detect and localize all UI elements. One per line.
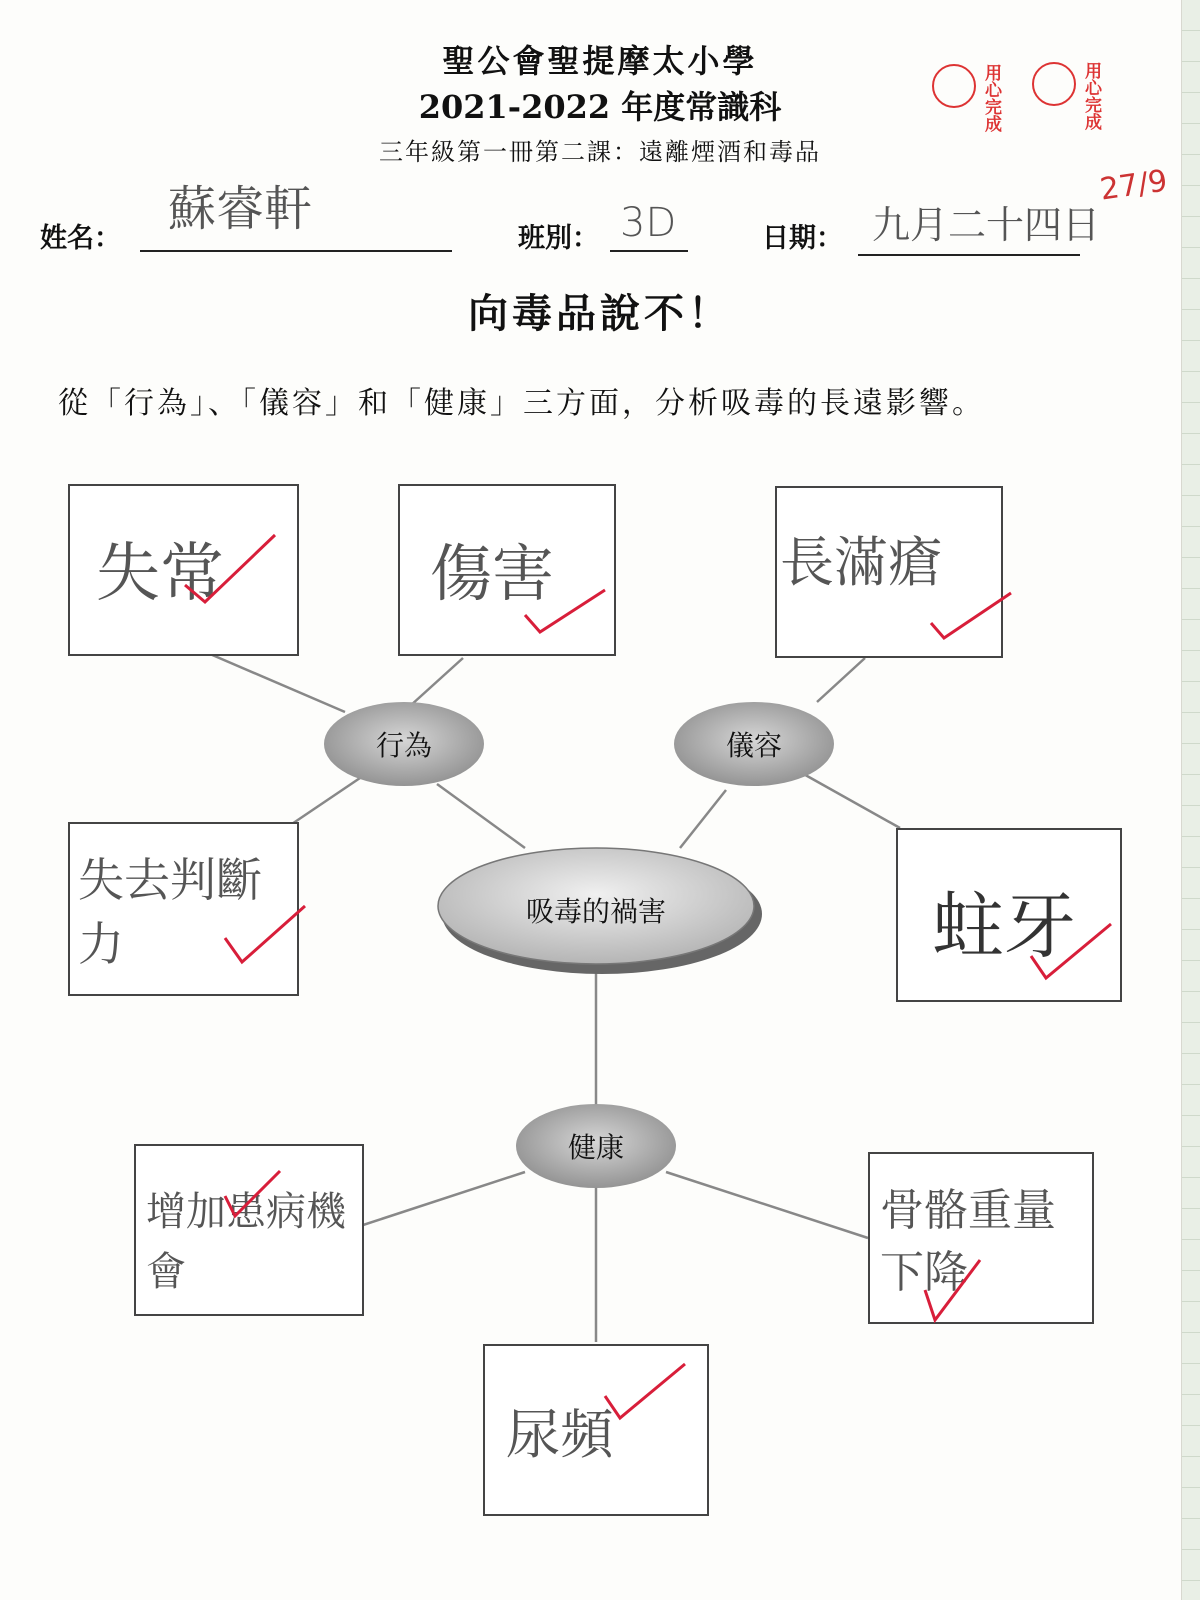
teacher-date-mark: 27/9 — [1097, 163, 1170, 208]
answer-health-2: 骨骼重量下降 — [880, 1185, 1056, 1298]
check-mark-icon — [926, 588, 1016, 648]
answer-health-1: 增加患病機會 — [146, 1189, 346, 1295]
worksheet-title: 向毒品說不！ — [468, 290, 732, 337]
check-mark-icon — [1026, 916, 1116, 986]
node-appearance-label: 儀容 — [725, 729, 782, 762]
check-mark-icon — [180, 530, 280, 610]
class-label: 班別： — [518, 223, 599, 254]
date-value: 九月二十四日 — [872, 203, 1101, 247]
check-mark-icon — [220, 898, 310, 968]
node-health-label: 健康 — [567, 1131, 624, 1164]
date-label: 日期： — [762, 223, 843, 254]
lesson-title: 三年級第一冊第二課：遠離煙酒和毒品 — [379, 138, 821, 166]
instruction-text: 從「行為」、「儀容」和「健康」三方面，分析吸毒的長遠影響。 — [58, 386, 985, 421]
answer-health-3: 尿頻 — [506, 1403, 614, 1466]
answer-appearance-2: 蛀牙 — [932, 884, 1077, 968]
answer-behaviour-2: 失去判斷力 — [78, 853, 262, 971]
name-label: 姓名： — [40, 223, 121, 254]
check-mark-icon — [920, 1250, 990, 1330]
node-behaviour-label: 行為 — [375, 729, 432, 762]
name-value: 蘇睿軒 — [168, 181, 313, 237]
check-mark-icon — [600, 1356, 690, 1426]
answer-behaviour-1: 失常 — [96, 537, 224, 611]
academic-year: 2021-2022 年度常識科 — [418, 88, 782, 126]
answer-appearance-1: 長滿瘡 — [780, 531, 942, 594]
school-name: 聖公會聖提摩太小學 — [442, 42, 758, 80]
class-value: 3D — [620, 200, 677, 246]
check-mark-icon — [220, 1166, 290, 1246]
stamp-text: 用心完成 — [1081, 62, 1101, 130]
stamp-text: 用心完成 — [981, 64, 1001, 132]
node-center-label: 吸毒的禍害 — [525, 895, 666, 928]
check-mark-icon — [520, 570, 610, 640]
answer-behaviour-extra: 傷害 — [430, 537, 555, 610]
